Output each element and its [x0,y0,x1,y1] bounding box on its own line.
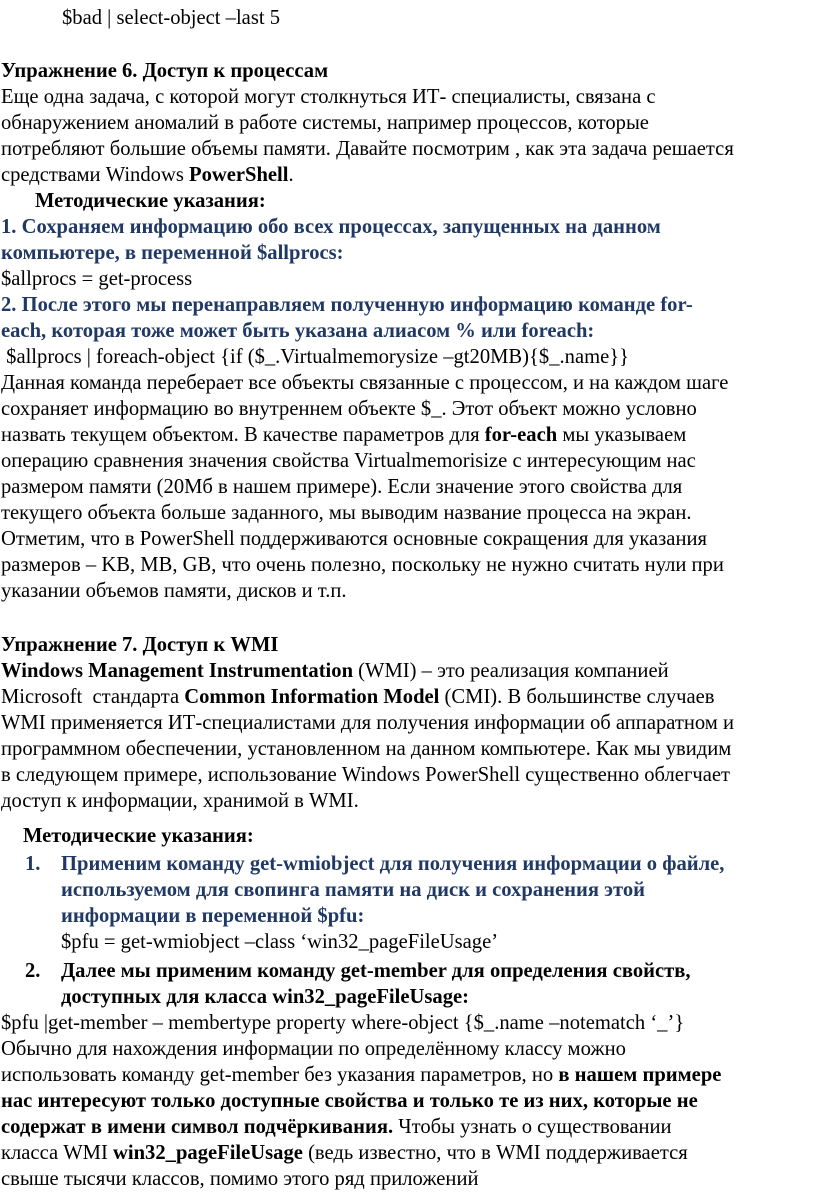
exercise-6-intro-line: потребляют большие объемы памяти. Давайте посмотрим , как эта задача решается [1,138,734,160]
exercise-7-step-2: доступных для класса win32_pageFileUsage: [61,986,469,1008]
exercise-6-step-2: 2. После этого мы перенаправляем полученную информацию команде for- [1,294,693,316]
exercise-6-explanation-line: операцию сравнения значения свойства Virtualmemorisize с интересующим нас [1,450,696,472]
exercise-7-tail-line: содержат в имени символ подчёркивания. Чтобы узнать о существовании [1,1116,672,1138]
exercise-6-explanation-line: размеров – KB, MB, GB, что очень полезно, поскольку не нужно считать нули при [1,554,724,576]
exercise-7-paragraph-line: доступ к информации, хранимой в WMI. [1,790,359,812]
exercise-6-intro-line: Еще одна задача, с которой могут столкнуться ИТ- специалисты, связана с [1,86,656,108]
exercise-6-method-heading: Методические указания: [35,190,266,212]
exercise-7-paragraph-line: Microsoft стандарта Common Information Model (CMI). В большинстве случаев [1,686,715,708]
exercise-6-explanation-line: Данная команда переберает все объекты связанные с процессом, и на каждом шаге [1,372,729,394]
exercise-7-tail-line: использовать команду get-member без указания параметров, но в нашем примере [1,1064,722,1086]
exercise-7-step-2-command: $pfu |get-member – membertype property where-object {$_.name –notematch ‘_’} [1,1012,685,1034]
exercise-7-tail-line: свыше тысячи классов, помимо этого ряд приложений [1,1168,479,1190]
exercise-7-tail-line: нас интересуют только доступные свойства и только те из них, которые не [1,1090,698,1112]
exercise-6-step-2: each, которая тоже может быть указана алиасом % или foreach: [1,320,595,342]
exercise-7-step-2: 2. Далее мы применим команду get-member для определения свойств, [25,960,691,982]
exercise-6-step-1: 1. Сохраняем информацию обо всех процессах, запущенных на данном [1,216,661,238]
exercise-7-step-1: информации в переменной $pfu: [61,905,365,927]
exercise-6-step-1: компьютере, в переменной $allprocs: [1,242,344,264]
exercise-6-explanation-line: указании объемов памяти, дисков и т.п. [1,580,347,602]
exercise-6-intro-line: обнаружением аномалий в работе системы, например процессов, которые [1,112,649,134]
exercise-6-explanation-line: размером памяти (20Мб в нашем примере). Если значение этого свойства для [1,476,683,498]
exercise-6-step-2-command: $allprocs | foreach-object {if ($_.Virtualmemorysize –gt20MB){$_.name}} [1,346,630,368]
exercise-7-paragraph-line: WMI применяется ИТ-специалистами для получения информации об аппаратном и [1,712,734,734]
command-select-last: $bad | select-object –last 5 [62,7,280,29]
exercise-7-tail-line: Обычно для нахождения информации по определённому классу можно [1,1038,626,1060]
exercise-7-step-1-command: $pfu = get-wmiobject –class ‘win32_pageFileUsage’ [61,931,499,953]
exercise-7-method-heading: Методические указания: [23,825,254,847]
exercise-7-paragraph-line: программном обеспечении, установленном на данном компьютере. Как мы увидим [1,738,732,760]
exercise-6-explanation-line: Отметим, что в PowerShell поддерживаются основные сокращения для указания [1,528,707,550]
exercise-6-step-1-command: $allprocs = get-process [1,268,193,290]
exercise-7-step-1: используемом для свопинга памяти на диск и сохранения этой [61,879,646,901]
exercise-6-explanation-line: текущего объекта больше заданного, мы выводим название процесса на экран. [1,502,692,524]
exercise-6-explanation-line: сохраняет информацию во внутреннем объекте $_. Этот объект можно условно [1,398,697,420]
exercise-7-step-1: 1. Применим команду get-wmiobject для получения информации о файле, [25,853,725,875]
exercise-7-title: Упражнение 7. Доступ к WMI [1,634,279,656]
exercise-6-explanation-line: назвать текущем объектом. В качестве параметров для for-each мы указываем [1,424,687,446]
exercise-7-paragraph-line: в следующем примере, использование Windows PowerShell существенно облегчает [1,764,731,786]
exercise-6-intro-line: средствами Windows PowerShell. [1,164,294,186]
exercise-7-paragraph-line: Windows Management Instrumentation (WMI) – это реализация компанией [1,660,669,682]
exercise-7-tail-line: класса WMI win32_pageFileUsage (ведь известно, что в WMI поддерживается [1,1142,688,1164]
exercise-6-title: Упражнение 6. Доступ к процессам [1,60,329,82]
